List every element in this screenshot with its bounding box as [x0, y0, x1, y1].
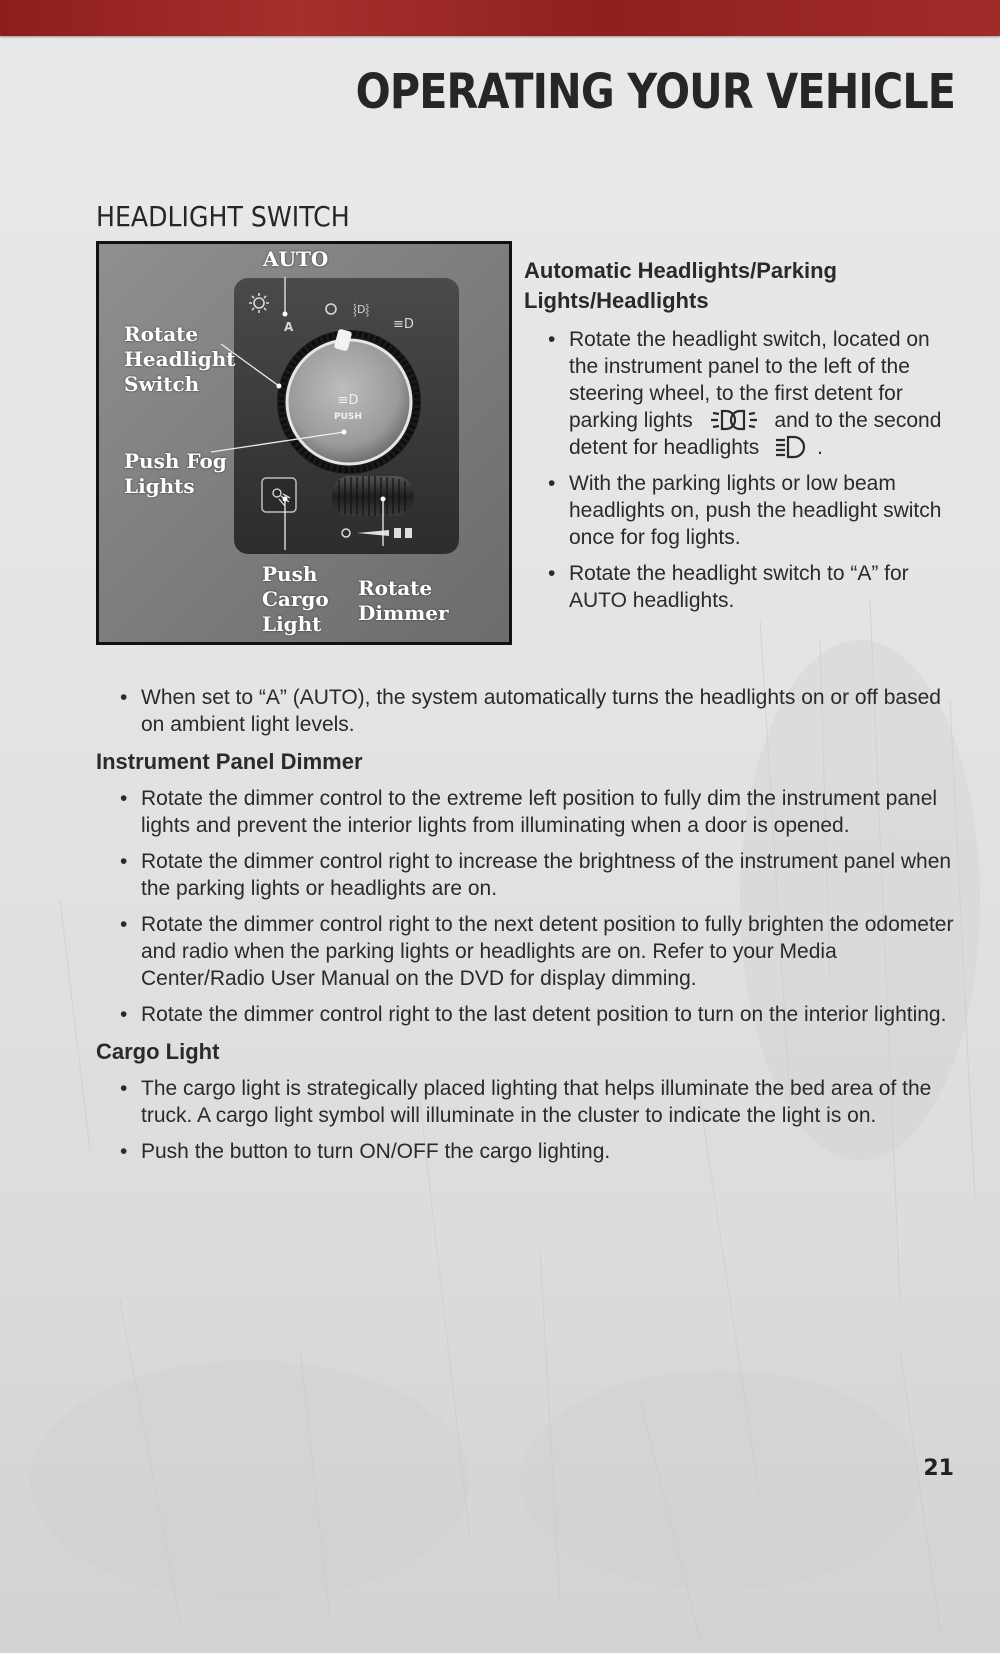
list-item: • With the parking lights or low beam headlights on, push the headlight switch once for fog lights.: [524, 470, 964, 551]
auto-headlights-section: [524, 256, 964, 623]
callout-push-fog-lights: Push Fog Lights: [124, 449, 227, 498]
list-item: • Rotate the headlight switch, located on the instrument panel to the left of the steering wheel, to the first detent for parking lights and to the second detent for headlights .: [524, 326, 964, 461]
top-color-band: [0, 0, 1000, 36]
auto-headlights-list: [524, 326, 964, 614]
switch-parking-icon: ⸾D⸾: [353, 303, 370, 316]
callout-auto: AUTO: [263, 247, 329, 271]
callout-rotate-dimmer: Rotate Dimmer: [358, 576, 449, 625]
section-heading: HEADLIGHT SWITCH: [96, 200, 350, 233]
cargo-list: [96, 1075, 956, 1165]
auto-note-list: [96, 684, 956, 738]
knob-fog-icon: ≡D: [337, 393, 359, 408]
list-item: • Rotate the dimmer control right to increase the brightness of the instrument panel when the parking lights or headlights are on.: [96, 848, 956, 902]
page-number: 21: [923, 1456, 954, 1481]
callout-rotate-headlight-switch: Rotate Headlight Switch: [124, 322, 236, 396]
auto-headlights-heading: Automatic Headlights/Parking Lights/Headlights: [524, 258, 837, 313]
list-item: • Rotate the dimmer control right to the next detent position to fully brighten the odometer and radio when the parking lights or headlights are on. Refer to your Media Center/Radio User Manual on the DVD for display dimming.: [96, 911, 956, 992]
list-item: • Push the button to turn ON/OFF the cargo lighting.: [96, 1138, 956, 1165]
cargo-heading: Cargo Light: [96, 1039, 220, 1064]
dimmer-heading: Instrument Panel Dimmer: [96, 749, 363, 774]
headlights-icon: [773, 434, 809, 460]
dimmer-list: [96, 785, 956, 1028]
main-text-column: [96, 684, 956, 1174]
headlight-switch-photo: [96, 241, 512, 645]
list-item: • Rotate the headlight switch to “A” for AUTO headlights.: [524, 560, 964, 614]
list-item: • Rotate the dimmer control to the extreme left position to fully dim the instrument panel lights and prevent the interior lights from illuminating when a door is opened.: [96, 785, 956, 839]
list-item: • When set to “A” (AUTO), the system automatically turns the headlights on or off based on ambient light levels.: [96, 684, 956, 738]
auto-position-label: A: [284, 320, 294, 334]
knob-push-label: PUSH: [334, 412, 362, 422]
callout-push-cargo-light: Push Cargo Light: [262, 562, 329, 636]
list-item: • The cargo light is strategically placed lighting that helps illuminate the bed area of the truck. A cargo light symbol will illuminate in the cluster to indicate the light is on.: [96, 1075, 956, 1129]
page-title: OPERATING YOUR VEHICLE: [355, 64, 955, 120]
switch-headlight-icon: ≡D: [393, 317, 414, 332]
list-item: • Rotate the dimmer control right to the last detent position to turn on the interior lighting.: [96, 1001, 956, 1028]
parking-lights-icon: [707, 407, 761, 433]
